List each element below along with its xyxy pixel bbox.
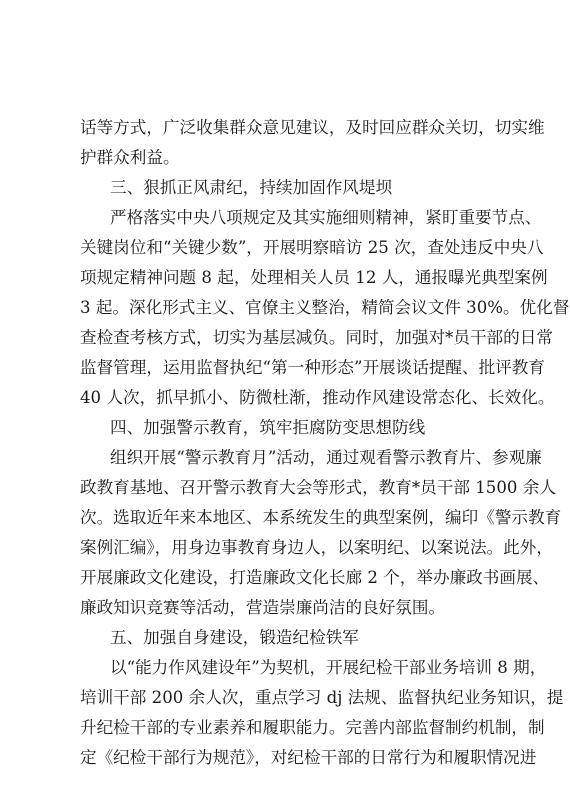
body-text-line: 廉政知识竞赛等活动，营造崇廉尚洁的良好氛围。 (80, 598, 446, 617)
body-text-line: 关键岗位和“关键少数”，开展明察暗访 25 次，查处违反中央八 (80, 238, 544, 257)
section-heading-5: 五、加强自身建设，锻造纪检铁军 (110, 628, 359, 647)
body-text-line: 3 起。深化形式主义、官僚主义整治，精简会议文件 30%。优化督 (80, 298, 570, 317)
body-text-line: 严格落实中央八项规定及其实施细则精神，紧盯重要节点、 (110, 208, 542, 227)
body-text-line: 案例汇编》，用身边事教育身边人，以案明纪、以案说法。此外， (80, 538, 553, 557)
body-text-line: 项规定精神问题 8 起，处理相关人员 12 人，通报曝光典型案例 (80, 268, 548, 287)
body-text-line: 政教育基地、召开警示教育大会等形式，教育*员干部 1500 余人 (80, 478, 556, 497)
body-text-line: 开展廉政文化建设，打造廉政文化长廊 2 个，举办廉政书画展、 (80, 568, 550, 587)
body-text-line: 监督管理，运用监督执纪“第一种形态”开展谈话提醒、批评教育 (80, 358, 545, 377)
section-heading-3: 三、狠抓正风肃纪，持续加固作风堤坝 (110, 178, 393, 197)
body-text-line: 查检查考核方式，切实为基层减负。同时，加强对*员干部的日常 (80, 328, 553, 347)
body-text-line: 以“能力作风建设年”为契机，开展纪检干部业务培训 8 期， (110, 658, 547, 677)
body-text-line: 培训干部 200 余人次，重点学习 dj 法规、监督执纪业务知识，提 (80, 688, 564, 707)
body-text-line: 升纪检干部的专业素养和履职能力。完善内部监督制约机制，制 (80, 718, 545, 737)
body-text-line: 次。选取近年来本地区、本系统发生的典型案例，编印《警示教育 (80, 508, 562, 527)
body-text-line: 定《纪检干部行为规范》，对纪检干部的日常行为和履职情况进 (80, 748, 537, 767)
body-text-line: 护群众利益。 (80, 148, 180, 167)
body-text-line: 话等方式，广泛收集群众意见建议，及时回应群众关切，切实维 (80, 118, 545, 137)
body-text-line: 40 人次，抓早抓小、防微杜渐，推动作风建设常态化、长效化。 (80, 388, 555, 407)
body-text-line: 组织开展“警示教育月”活动，通过观看警示教育片、参观廉 (110, 448, 542, 467)
section-heading-4: 四、加强警示教育，筑牢拒腐防变思想防线 (110, 418, 426, 437)
